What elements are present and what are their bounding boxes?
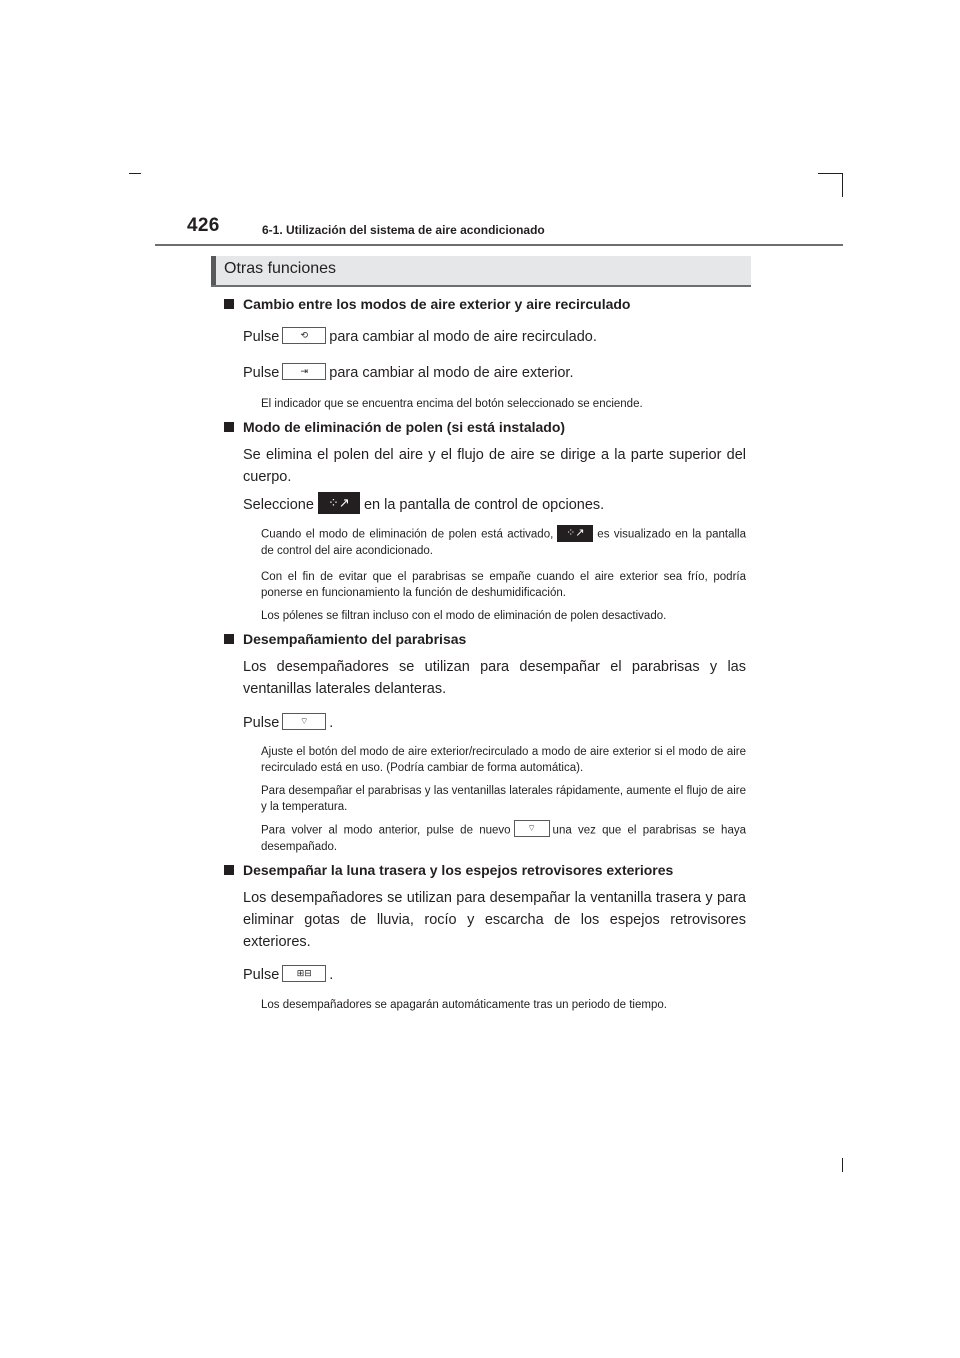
chapter-title: 6-1. Utilización del sistema de aire acondicionado — [262, 223, 545, 237]
page-number: 426 — [187, 215, 220, 236]
crop-mark — [842, 173, 843, 197]
note: El indicador que se encuentra encima del botón seleccionado se enciende. — [261, 398, 643, 410]
rear-defogger-icon: ⊞⊟ — [282, 965, 326, 982]
section-header — [211, 256, 751, 287]
crop-mark — [818, 173, 842, 174]
heading-pollen-mode: Modo de eliminación de polen (si está instalado) — [222, 417, 746, 437]
square-bullet-icon — [224, 865, 234, 875]
pollen-removal-icon: ⁘↗ — [557, 525, 593, 542]
heading-air-mode: Cambio entre los modos de aire exterior y aire recirculado — [222, 294, 746, 314]
heading-windshield-defog: Desempañamiento del parabrisas — [222, 629, 746, 649]
square-bullet-icon — [224, 634, 234, 644]
crop-mark — [129, 173, 141, 174]
pollen-removal-icon: ⁘↗ — [318, 492, 360, 514]
note: Los pólenes se filtran incluso con el modo de eliminación de polen desactivado. — [261, 610, 667, 622]
windshield-defogger-icon: ⌔ — [514, 820, 550, 837]
section-title: Otras funciones — [224, 260, 337, 277]
heading-rear-defog: Desempañar la luna trasera y los espejos retrovisores exteriores — [222, 860, 746, 880]
crop-mark — [842, 1158, 843, 1172]
note: Cuando el modo de eliminación de polen está activado, ⁘↗ es visualizado en la pantalla de control del aire acondicionado. — [261, 527, 746, 557]
section-accent — [211, 256, 216, 285]
windshield-defogger-icon: ⌔ — [282, 713, 326, 730]
header-rule — [155, 244, 843, 246]
note: Ajuste el botón del modo de aire exterior/recirculado a modo de aire exterior si el modo de aire recirculado está en uso. (Podría cambiar de forma automática). — [261, 746, 746, 774]
note: Con el fin de evitar que el parabrisas se empañe cuando el aire exterior sea frío, podría ponerse en funcionamiento la función de deshumidificación. — [261, 571, 746, 599]
note: Para desempañar el parabrisas y las ventanillas laterales rápidamente, aumente el flujo de aire y la temperatura. — [261, 785, 746, 813]
square-bullet-icon — [224, 422, 234, 432]
note: Para volver al modo anterior, pulse de nuevo ⌔ una vez que el parabrisas se haya desempañado. — [222, 822, 746, 855]
note: Los desempañadores se apagarán automáticamente tras un periodo de tiempo. — [261, 999, 667, 1011]
recirculated-air-icon: ⟲ — [282, 327, 326, 344]
square-bullet-icon — [224, 299, 234, 309]
outside-air-icon: ⇥ — [282, 363, 326, 380]
